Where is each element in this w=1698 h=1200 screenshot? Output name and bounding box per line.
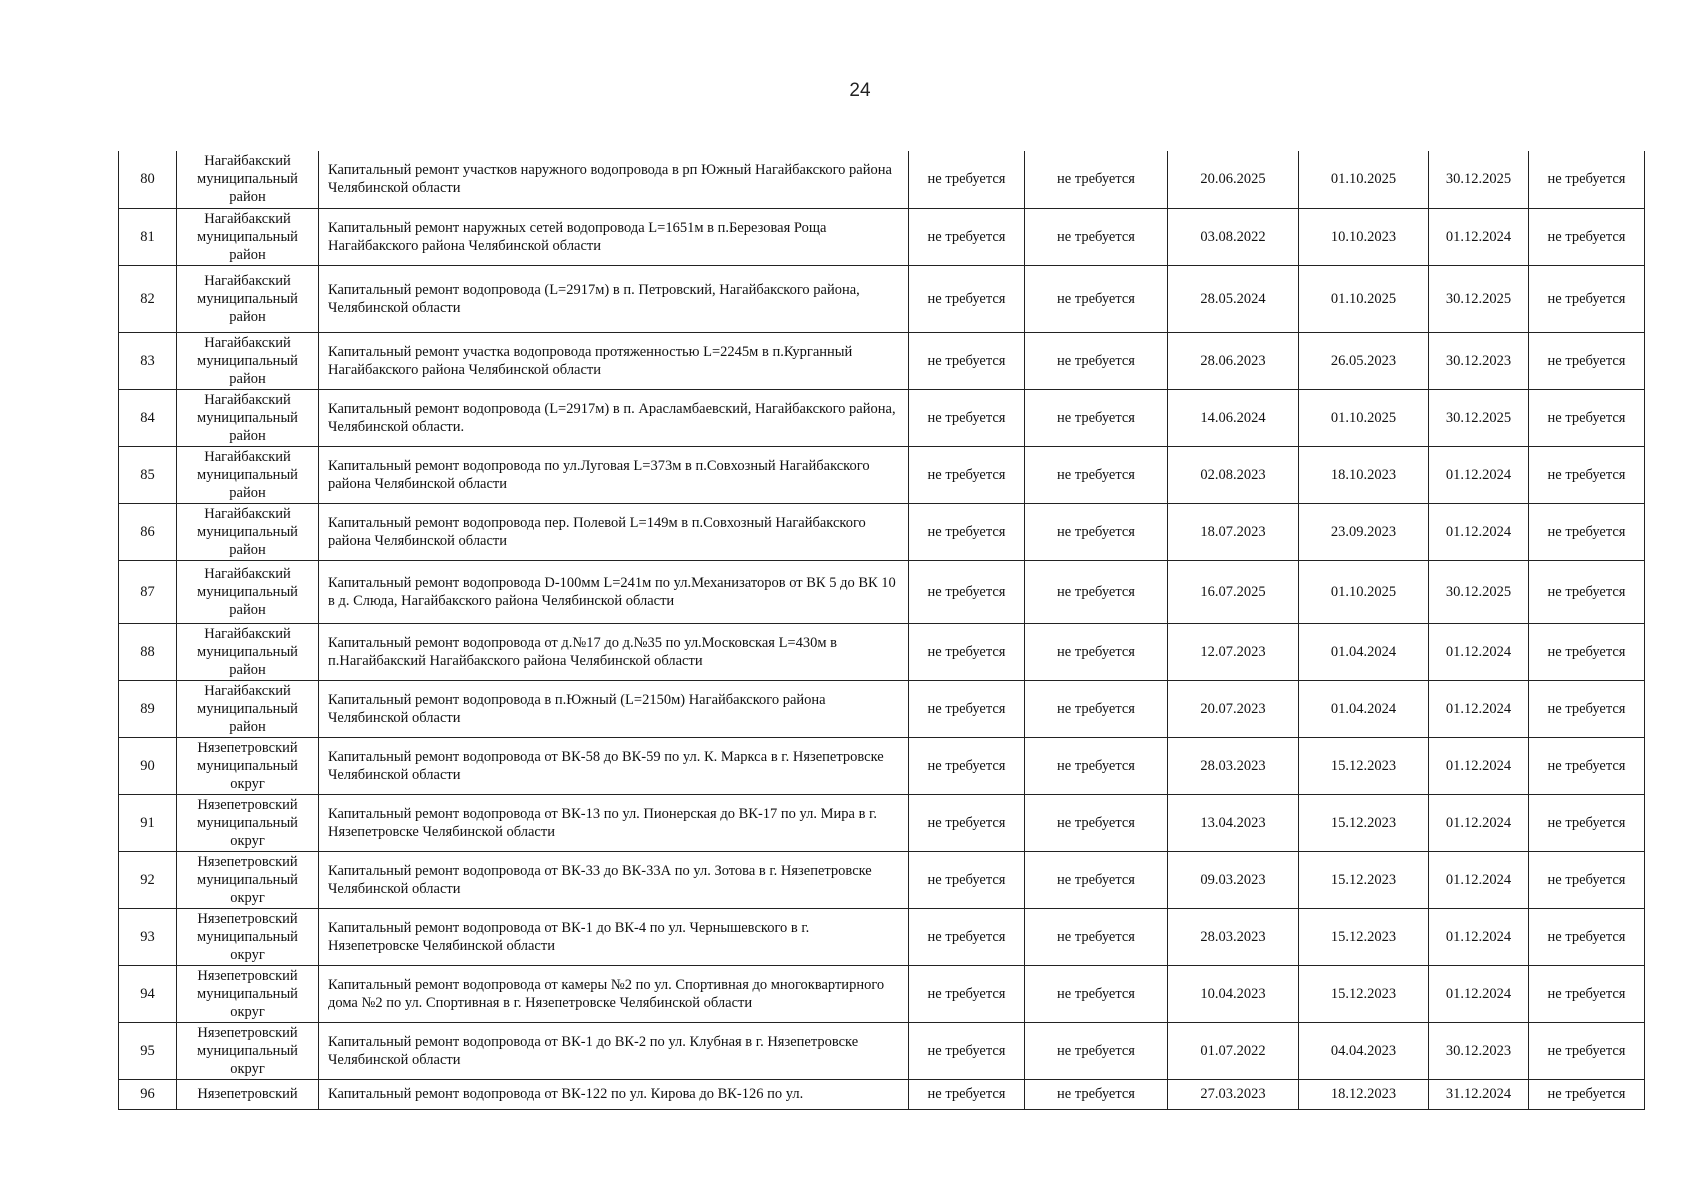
requirement-cell-1: не требуется xyxy=(909,737,1025,794)
row-number: 87 xyxy=(119,560,177,623)
date-cell-1: 14.06.2024 xyxy=(1168,389,1299,446)
date-cell-1: 02.08.2023 xyxy=(1168,446,1299,503)
date-cell-2: 15.12.2023 xyxy=(1299,908,1429,965)
date-cell-2: 15.12.2023 xyxy=(1299,851,1429,908)
requirement-cell-1: не требуется xyxy=(909,908,1025,965)
row-number: 81 xyxy=(119,208,177,265)
requirement-cell-2: не требуется xyxy=(1025,265,1168,332)
table-row xyxy=(119,503,1645,560)
requirement-cell-1: не требуется xyxy=(909,851,1025,908)
requirement-cell-2: не требуется xyxy=(1025,851,1168,908)
municipality-cell: Нязепетровский муниципальный округ xyxy=(177,851,319,908)
row-number: 91 xyxy=(119,794,177,851)
requirement-cell-2: не требуется xyxy=(1025,503,1168,560)
requirement-cell-3: не требуется xyxy=(1529,908,1645,965)
requirement-cell-1: не требуется xyxy=(909,332,1025,389)
date-cell-1: 12.07.2023 xyxy=(1168,623,1299,680)
table-row xyxy=(119,1079,1645,1109)
date-cell-1: 28.05.2024 xyxy=(1168,265,1299,332)
description-cell: Капитальный ремонт водопровода пер. Полевой L=149м в п.Совхозный Нагайбакского района Челябинской области xyxy=(319,503,909,560)
requirement-cell-2: не требуется xyxy=(1025,208,1168,265)
table-row xyxy=(119,1022,1645,1079)
description-cell: Капитальный ремонт водопровода от ВК-122 по ул. Кирова до ВК-126 по ул. xyxy=(319,1079,909,1109)
description-cell: Капитальный ремонт водопровода (L=2917м) в п. Петровский, Нагайбакского района, Челябинской области xyxy=(319,265,909,332)
date-cell-2: 01.04.2024 xyxy=(1299,623,1429,680)
requirement-cell-2: не требуется xyxy=(1025,794,1168,851)
requirement-cell-1: не требуется xyxy=(909,680,1025,737)
requirement-cell-1: не требуется xyxy=(909,208,1025,265)
municipality-cell: Нагайбакский муниципальный район xyxy=(177,332,319,389)
requirement-cell-2: не требуется xyxy=(1025,1022,1168,1079)
requirement-cell-3: не требуется xyxy=(1529,151,1645,208)
requirement-cell-3: не требуется xyxy=(1529,1079,1645,1109)
requirement-cell-2: не требуется xyxy=(1025,737,1168,794)
works-table xyxy=(118,151,1645,1110)
description-cell: Капитальный ремонт водопровода от ВК-1 до ВК-4 по ул. Чернышевского в г. Нязепетровске Челябинской области xyxy=(319,908,909,965)
row-number: 94 xyxy=(119,965,177,1022)
row-number: 89 xyxy=(119,680,177,737)
date-cell-3: 30.12.2025 xyxy=(1429,265,1529,332)
table-row xyxy=(119,623,1645,680)
row-number: 90 xyxy=(119,737,177,794)
date-cell-3: 30.12.2025 xyxy=(1429,560,1529,623)
date-cell-3: 30.12.2025 xyxy=(1429,389,1529,446)
requirement-cell-2: не требуется xyxy=(1025,965,1168,1022)
requirement-cell-2: не требуется xyxy=(1025,389,1168,446)
table-body xyxy=(119,151,1645,1109)
requirement-cell-3: не требуется xyxy=(1529,623,1645,680)
row-number: 92 xyxy=(119,851,177,908)
municipality-cell: Нязепетровский муниципальный округ xyxy=(177,965,319,1022)
date-cell-3: 01.12.2024 xyxy=(1429,680,1529,737)
date-cell-3: 30.12.2023 xyxy=(1429,1022,1529,1079)
date-cell-2: 01.10.2025 xyxy=(1299,389,1429,446)
date-cell-1: 13.04.2023 xyxy=(1168,794,1299,851)
description-cell: Капитальный ремонт водопровода от ВК-33 до ВК-33А по ул. Зотова в г. Нязепетровске Челябинской области xyxy=(319,851,909,908)
date-cell-2: 15.12.2023 xyxy=(1299,794,1429,851)
date-cell-2: 18.12.2023 xyxy=(1299,1079,1429,1109)
row-number: 96 xyxy=(119,1079,177,1109)
requirement-cell-3: не требуется xyxy=(1529,503,1645,560)
municipality-cell: Нязепетровский муниципальный округ xyxy=(177,1022,319,1079)
table-row xyxy=(119,332,1645,389)
requirement-cell-3: не требуется xyxy=(1529,332,1645,389)
row-number: 88 xyxy=(119,623,177,680)
table-row xyxy=(119,208,1645,265)
description-cell: Капитальный ремонт водопровода в п.Южный (L=2150м) Нагайбакского района Челябинской области xyxy=(319,680,909,737)
table-row xyxy=(119,851,1645,908)
description-cell: Капитальный ремонт водопровода D-100мм L=241м по ул.Механизаторов от ВК 5 до ВК 10 в д. Слюда, Нагайбакского района Челябинской области xyxy=(319,560,909,623)
municipality-cell: Нагайбакский муниципальный район xyxy=(177,623,319,680)
date-cell-3: 01.12.2024 xyxy=(1429,503,1529,560)
requirement-cell-1: не требуется xyxy=(909,560,1025,623)
table-row xyxy=(119,389,1645,446)
row-number: 82 xyxy=(119,265,177,332)
description-cell: Капитальный ремонт наружных сетей водопровода L=1651м в п.Березовая Роща Нагайбакского района Челябинской области xyxy=(319,208,909,265)
table-row xyxy=(119,680,1645,737)
requirement-cell-2: не требуется xyxy=(1025,446,1168,503)
date-cell-3: 01.12.2024 xyxy=(1429,208,1529,265)
municipality-cell: Нагайбакский муниципальный район xyxy=(177,560,319,623)
date-cell-1: 28.03.2023 xyxy=(1168,908,1299,965)
requirement-cell-3: не требуется xyxy=(1529,265,1645,332)
municipality-cell: Нагайбакский муниципальный район xyxy=(177,503,319,560)
date-cell-2: 18.10.2023 xyxy=(1299,446,1429,503)
date-cell-1: 28.03.2023 xyxy=(1168,737,1299,794)
municipality-cell: Нагайбакский муниципальный район xyxy=(177,265,319,332)
table-row xyxy=(119,265,1645,332)
municipality-cell: Нагайбакский муниципальный район xyxy=(177,680,319,737)
description-cell: Капитальный ремонт участков наружного водопровода в рп Южный Нагайбакского района Челябинской области xyxy=(319,151,909,208)
requirement-cell-3: не требуется xyxy=(1529,794,1645,851)
date-cell-3: 01.12.2024 xyxy=(1429,794,1529,851)
municipality-cell: Нагайбакский муниципальный район xyxy=(177,389,319,446)
requirement-cell-2: не требуется xyxy=(1025,332,1168,389)
description-cell: Капитальный ремонт водопровода по ул.Луговая L=373м в п.Совхозный Нагайбакского района Челябинской области xyxy=(319,446,909,503)
date-cell-3: 31.12.2024 xyxy=(1429,1079,1529,1109)
date-cell-3: 01.12.2024 xyxy=(1429,737,1529,794)
requirement-cell-3: не требуется xyxy=(1529,208,1645,265)
table-row xyxy=(119,737,1645,794)
date-cell-3: 30.12.2025 xyxy=(1429,151,1529,208)
municipality-cell: Нязепетровский муниципальный округ xyxy=(177,794,319,851)
requirement-cell-3: не требуется xyxy=(1529,560,1645,623)
requirement-cell-2: не требуется xyxy=(1025,623,1168,680)
date-cell-1: 27.03.2023 xyxy=(1168,1079,1299,1109)
requirement-cell-3: не требуется xyxy=(1529,737,1645,794)
table-row xyxy=(119,965,1645,1022)
date-cell-1: 28.06.2023 xyxy=(1168,332,1299,389)
requirement-cell-3: не требуется xyxy=(1529,389,1645,446)
requirement-cell-2: не требуется xyxy=(1025,680,1168,737)
description-cell: Капитальный ремонт водопровода от ВК-1 до ВК-2 по ул. Клубная в г. Нязепетровске Челябинской области xyxy=(319,1022,909,1079)
date-cell-3: 01.12.2024 xyxy=(1429,908,1529,965)
description-cell: Капитальный ремонт водопровода (L=2917м) в п. Арасламбаевский, Нагайбакского района, Челябинской области. xyxy=(319,389,909,446)
requirement-cell-1: не требуется xyxy=(909,1022,1025,1079)
date-cell-1: 16.07.2025 xyxy=(1168,560,1299,623)
date-cell-1: 10.04.2023 xyxy=(1168,965,1299,1022)
table-row xyxy=(119,794,1645,851)
date-cell-3: 01.12.2024 xyxy=(1429,446,1529,503)
date-cell-1: 20.07.2023 xyxy=(1168,680,1299,737)
date-cell-2: 01.10.2025 xyxy=(1299,151,1429,208)
municipality-cell: Нагайбакский муниципальный район xyxy=(177,151,319,208)
municipality-cell: Нязепетровский xyxy=(177,1079,319,1109)
description-cell: Капитальный ремонт участка водопровода протяженностью L=2245м в п.Курганный Нагайбакского района Челябинской области xyxy=(319,332,909,389)
description-cell: Капитальный ремонт водопровода от ВК-58 до ВК-59 по ул. К. Маркса в г. Нязепетровске Челябинской области xyxy=(319,737,909,794)
date-cell-3: 01.12.2024 xyxy=(1429,965,1529,1022)
date-cell-1: 09.03.2023 xyxy=(1168,851,1299,908)
requirement-cell-2: не требуется xyxy=(1025,560,1168,623)
row-number: 85 xyxy=(119,446,177,503)
requirement-cell-2: не требуется xyxy=(1025,1079,1168,1109)
requirement-cell-1: не требуется xyxy=(909,1079,1025,1109)
date-cell-3: 01.12.2024 xyxy=(1429,851,1529,908)
table-row xyxy=(119,151,1645,208)
description-cell: Капитальный ремонт водопровода от д.№17 до д.№35 по ул.Московская L=430м в п.Нагайбакский Нагайбакского района Челябинской области xyxy=(319,623,909,680)
page-number: 24 xyxy=(849,80,871,101)
row-number: 93 xyxy=(119,908,177,965)
requirement-cell-1: не требуется xyxy=(909,503,1025,560)
requirement-cell-3: не требуется xyxy=(1529,965,1645,1022)
date-cell-2: 15.12.2023 xyxy=(1299,737,1429,794)
row-number: 83 xyxy=(119,332,177,389)
date-cell-2: 01.10.2025 xyxy=(1299,560,1429,623)
requirement-cell-2: не требуется xyxy=(1025,908,1168,965)
date-cell-3: 01.12.2024 xyxy=(1429,623,1529,680)
date-cell-2: 10.10.2023 xyxy=(1299,208,1429,265)
requirement-cell-3: не требуется xyxy=(1529,851,1645,908)
date-cell-2: 01.04.2024 xyxy=(1299,680,1429,737)
municipality-cell: Нагайбакский муниципальный район xyxy=(177,446,319,503)
requirement-cell-1: не требуется xyxy=(909,965,1025,1022)
date-cell-1: 20.06.2025 xyxy=(1168,151,1299,208)
date-cell-3: 30.12.2023 xyxy=(1429,332,1529,389)
requirement-cell-3: не требуется xyxy=(1529,1022,1645,1079)
requirement-cell-1: не требуется xyxy=(909,151,1025,208)
table-row xyxy=(119,908,1645,965)
table-row xyxy=(119,560,1645,623)
date-cell-2: 01.10.2025 xyxy=(1299,265,1429,332)
date-cell-2: 04.04.2023 xyxy=(1299,1022,1429,1079)
municipality-cell: Нязепетровский муниципальный округ xyxy=(177,737,319,794)
works-table-container xyxy=(118,151,1644,1110)
date-cell-1: 03.08.2022 xyxy=(1168,208,1299,265)
description-cell: Капитальный ремонт водопровода от ВК-13 по ул. Пионерская до ВК-17 по ул. Мира в г. Нязепетровске Челябинской области xyxy=(319,794,909,851)
requirement-cell-1: не требуется xyxy=(909,623,1025,680)
municipality-cell: Нагайбакский муниципальный район xyxy=(177,208,319,265)
requirement-cell-1: не требуется xyxy=(909,446,1025,503)
requirement-cell-1: не требуется xyxy=(909,389,1025,446)
requirement-cell-1: не требуется xyxy=(909,265,1025,332)
date-cell-2: 26.05.2023 xyxy=(1299,332,1429,389)
date-cell-1: 01.07.2022 xyxy=(1168,1022,1299,1079)
table-row xyxy=(119,446,1645,503)
municipality-cell: Нязепетровский муниципальный округ xyxy=(177,908,319,965)
date-cell-1: 18.07.2023 xyxy=(1168,503,1299,560)
date-cell-2: 15.12.2023 xyxy=(1299,965,1429,1022)
requirement-cell-3: не требуется xyxy=(1529,680,1645,737)
date-cell-2: 23.09.2023 xyxy=(1299,503,1429,560)
row-number: 80 xyxy=(119,151,177,208)
requirement-cell-1: не требуется xyxy=(909,794,1025,851)
row-number: 86 xyxy=(119,503,177,560)
requirement-cell-2: не требуется xyxy=(1025,151,1168,208)
row-number: 95 xyxy=(119,1022,177,1079)
requirement-cell-3: не требуется xyxy=(1529,446,1645,503)
description-cell: Капитальный ремонт водопровода от камеры №2 по ул. Спортивная до многоквартирного дома №2 по ул. Спортивная в г. Нязепетровске Челябинской области xyxy=(319,965,909,1022)
row-number: 84 xyxy=(119,389,177,446)
